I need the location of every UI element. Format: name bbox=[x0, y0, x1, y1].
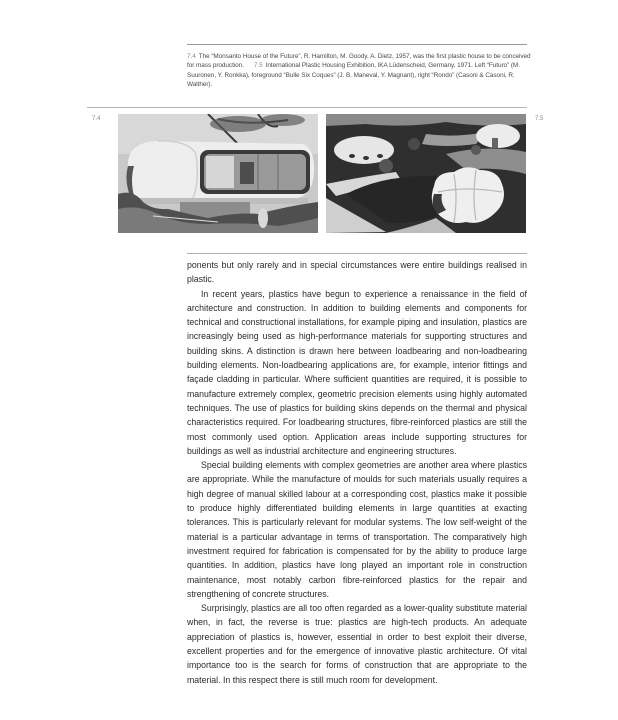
monsanto-house-illustration bbox=[118, 114, 318, 233]
text-top-rule bbox=[187, 253, 527, 254]
figure-caption bbox=[187, 52, 532, 89]
paragraph-4: Surprisingly, plastics are all too often regarded as a lower-quality substitute material when, in fact, the reverse is true: plastics are high-tech products. An adequate appreciation of plastics is, however, essential in order to best exploit their diverse, excellent properties and for the emergence of innovative plastic architecture. Of vital importance too is the search for forms of construction that are appropriate to the material. In this respect there is still much room for development. bbox=[187, 603, 527, 685]
paragraph-2: In recent years, plastics have begun to experience a renaissance in the field of architecture and construction. In addition to building elements and components for technical and constructional installations, for example piping and insulation, plastics are increasingly being used as high-performance materials for supporting structures and building skins. A distinction is drawn here between loadbearing and non-loadbearing building elements. Non-loadbearing applications are, for example, interior fittings and façade cladding in particular. Where sufficient quantities are required, it is possible to manufacture extremely complex, geometric precision elements using highly automated techniques. The use of plastics for building skins depends on the thermal and physical characteristics required. For loadbearing structures, fibre-reinforced plastics are still the most commonly used option. Application areas include supporting structures for buildings as well as industrial architecture and engineering structures. bbox=[187, 288, 527, 456]
figure-top-rule bbox=[87, 107, 527, 108]
figure-label-7-4: 7.4 bbox=[92, 116, 101, 122]
caption-top-rule bbox=[187, 44, 527, 45]
paragraph-1: ponents but only rarely and in special circumstances were entire buildings realised in plastic. bbox=[187, 260, 527, 285]
figure-label-7-5: 7.5 bbox=[535, 116, 544, 122]
caption-number-7-5: 7.5 bbox=[253, 62, 263, 70]
paragraph-3: Special building elements with complex geometries are another area where plastics are appropriate. While the manufacture of moulds for such materials usually requires a high degree of manual skilled labour at a corresponding cost, plastics make it possible to produce highly differentiated building elements in large quantities at exacting tolerances. This is particularly relevant for modular systems. The low self-weight of the material is a particular advantage in terms of transportation. The comparatively high investment required for fabrication is compensated for by the ability to produce large quantities. In addition, plastics have long played an important role in construction maintenance, most notably carbon fibre-reinforced plastics for the repair and strengthening of concrete structures. bbox=[187, 460, 527, 599]
caption-text-7-4: The “Monsanto House of the Future”, R. Hamilton, M. Goody, A. Dietz, 1957, was the first plastic house to be conceived for mass production. bbox=[187, 53, 531, 70]
plastic-housing-exhibition-photo bbox=[326, 114, 526, 233]
caption-number-7-4: 7.4 bbox=[187, 53, 196, 60]
monsanto-house-photo bbox=[118, 114, 318, 233]
exhibition-illustration bbox=[326, 114, 526, 233]
body-text bbox=[187, 258, 527, 687]
caption-text-7-5: International Plastic Housing Exhibition, IKA Lüdenscheid, Germany, 1971. Left “Futuro” (M. Suuronen, Y. Ronkka), foreground “Bulle Six Coques” (J. B. Maneval, Y. Magnant), right “Rondo” (Casoni & Casoni, R. Walther). bbox=[187, 62, 520, 88]
